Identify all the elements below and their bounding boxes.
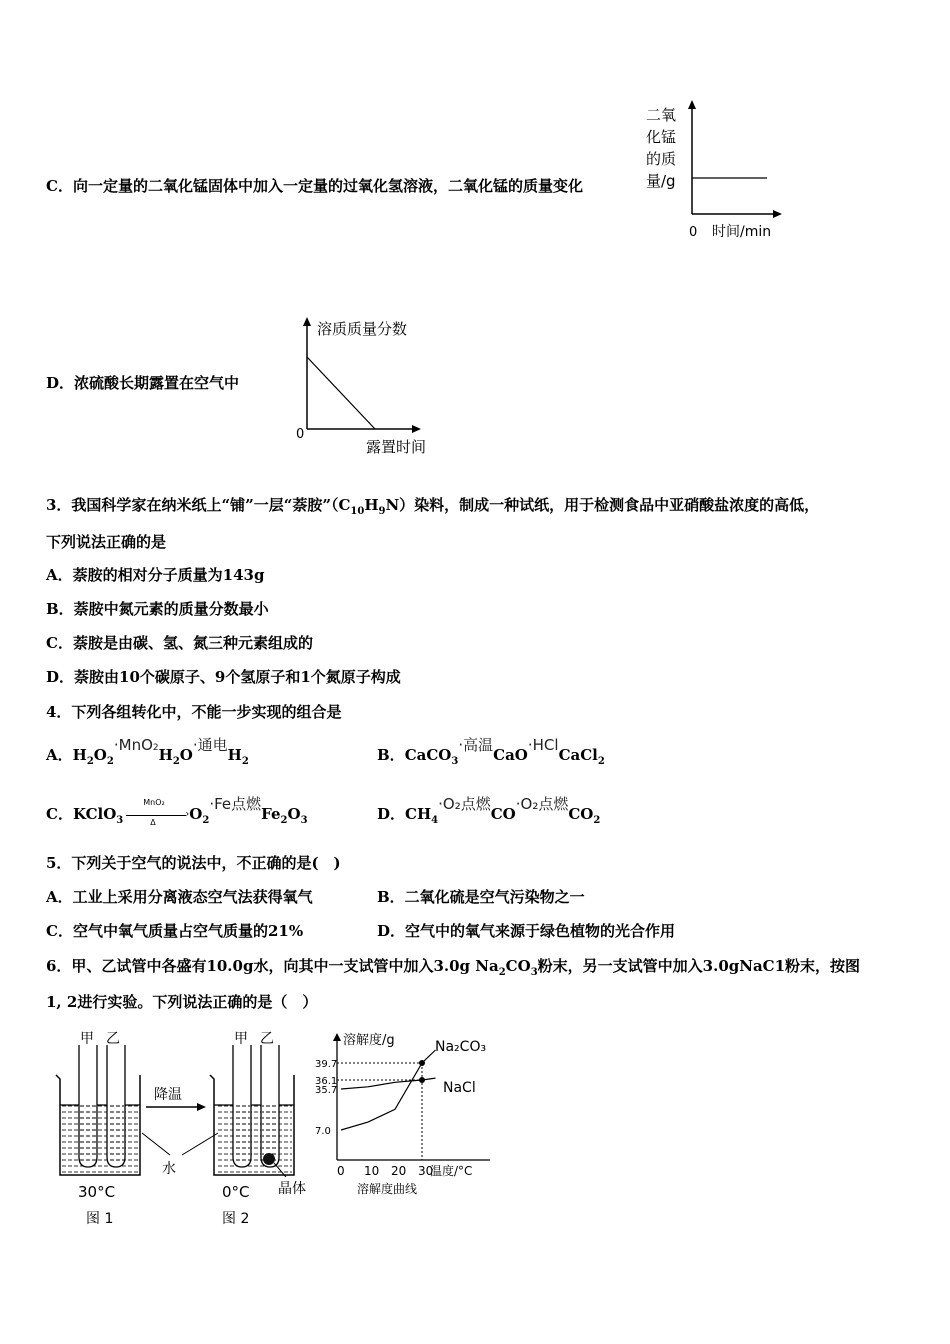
curve-caption: 溶解度曲线 — [357, 1182, 418, 1196]
q3-option-a: A．萘胺的相对分子质量为143g — [46, 566, 265, 584]
crystal-label: 晶体 — [278, 1181, 306, 1197]
q3-stem-line1: 3．我国科学家在纳米纸上“铺”一层“萘胺$”(C_{10}H_9N)$染料，制成一种试纸，用于检测食品中亚硝酸盐浓度的高低， — [46, 496, 820, 517]
fig2-tube-label-1: 甲 — [234, 1031, 248, 1047]
graph-c-ylabel-4: 量/g — [646, 172, 676, 190]
curve-ytick-3: 7.0 — [315, 1126, 331, 1137]
fig1-caption: 图 1 — [86, 1211, 114, 1227]
graph-c-origin: 0 — [689, 225, 698, 240]
q5-stem: 5．下列关于空气的说法中，不正确的是( ) — [46, 854, 341, 872]
mno2-mass-graph — [640, 96, 790, 246]
q3-option-c: C．萘胺是由碳、氢、氮三种元素组成的 — [46, 634, 313, 652]
curve-xtick-1: 10 — [364, 1164, 380, 1178]
graph-c-ylabel-3: 的质 — [646, 150, 677, 168]
q5-option-a: A．工业上采用分离液态空气法获得氧气 — [46, 888, 313, 906]
q6-stem-line1: 6．甲、乙试管中各盛有10.0g水，向其中一支试管中加入3.0g $Na_2CO_3$粉末，另一支试管中加入3.0gNaC1粉末，按图 — [46, 957, 861, 978]
q4-option-d: D．$CH_4\cdot O_2$点燃CO·O₂点燃$CO_2$ — [377, 795, 601, 826]
fig2-temp: 0°C — [222, 1183, 250, 1201]
curve-ytick-0: 39.7 — [315, 1059, 338, 1070]
fig1-tube-label-1: 甲 — [80, 1031, 94, 1047]
curve-ylabel: 溶解度/g — [343, 1033, 395, 1048]
figure2-beaker — [210, 1045, 294, 1175]
curve-xtick-2: 20 — [391, 1164, 407, 1178]
graph-d-origin: 0 — [296, 427, 305, 442]
fig2-caption: 图 2 — [222, 1211, 250, 1227]
water-label: 水 — [162, 1161, 176, 1177]
figure1-beaker — [56, 1045, 140, 1175]
series-label-1: NaCl — [443, 1080, 476, 1096]
option-d-text: D．浓硫酸长期露置在空气中 — [46, 374, 240, 392]
crystal-deposit — [263, 1153, 275, 1165]
curve-xlabel: 温度/°C — [430, 1164, 473, 1178]
point-30-0 — [419, 1060, 425, 1066]
q4-option-b: B．CaCO$_3$·高温CaO·HClCaCl$_2$ — [377, 736, 605, 767]
fig1-tube-label-2: 乙 — [106, 1031, 120, 1047]
acid-concentration-graph — [290, 312, 455, 462]
option-c-text: C．向一定量的二氧化锰固体中加入一定量的过氧化氢溶液，二氧化锰的质量变化 — [46, 177, 583, 195]
q3-stem-line2: 下列说法正确的是 — [46, 533, 167, 551]
graph-c-ylabel-2: 化锰 — [646, 128, 677, 146]
fig2-tube-label-2: 乙 — [260, 1031, 274, 1047]
solubility-curve-chart — [315, 1030, 515, 1200]
graph-c-xlabel: 时间/min — [712, 224, 772, 240]
q4-option-a: A．$H_2O_2\cdot MnO2H_2O\cdot$通电$H_2$ — [46, 736, 249, 767]
q3-option-b: B．萘胺中氮元素的质量分数最小 — [46, 600, 269, 618]
cooling-arrow-label: 降温 — [154, 1087, 182, 1103]
curve-ytick-2: 35.7 — [315, 1085, 338, 1096]
q4-stem: 4．下列各组转化中，不能一步实现的组合是 — [46, 703, 342, 721]
fig1-temp: 30°C — [78, 1183, 116, 1201]
curve-ytick-1: 36.1 — [315, 1076, 338, 1087]
mno2-heat-arrow: MnO₂ › Δ — [123, 808, 189, 822]
curve-xtick-0: 0 — [337, 1164, 345, 1178]
q5-option-b: B．二氧化硫是空气污染物之一 — [377, 888, 585, 906]
q5-option-c: C．空气中氧气质量占空气质量的21% — [46, 922, 304, 940]
graph-c-ylabel-1: 二氧 — [646, 106, 677, 124]
beaker-experiment-figure — [50, 1025, 325, 1227]
q5-option-d: D．空气中的氧气来源于绿色植物的光合作用 — [377, 922, 676, 940]
q6-stem-line2: 1, 2进行实验。下列说法正确的是（ ） — [46, 993, 318, 1011]
q4-option-c: C．KClO$_3$ MnO₂ › Δ $O_2\cdot Fe$点燃$Fe_2O_3$ — [46, 795, 308, 827]
graph-d-xlabel: 露置时间 — [366, 438, 427, 456]
curve-xtick-3: 30 — [418, 1164, 434, 1178]
point-30-1 — [419, 1077, 425, 1083]
graph-d-ylabel: 溶质质量分数 — [317, 320, 408, 338]
q3-option-d: D．萘胺由10个碳原子、9个氢原子和1个氮原子构成 — [46, 668, 401, 686]
series-label-0: Na₂CO₃ — [435, 1039, 487, 1055]
